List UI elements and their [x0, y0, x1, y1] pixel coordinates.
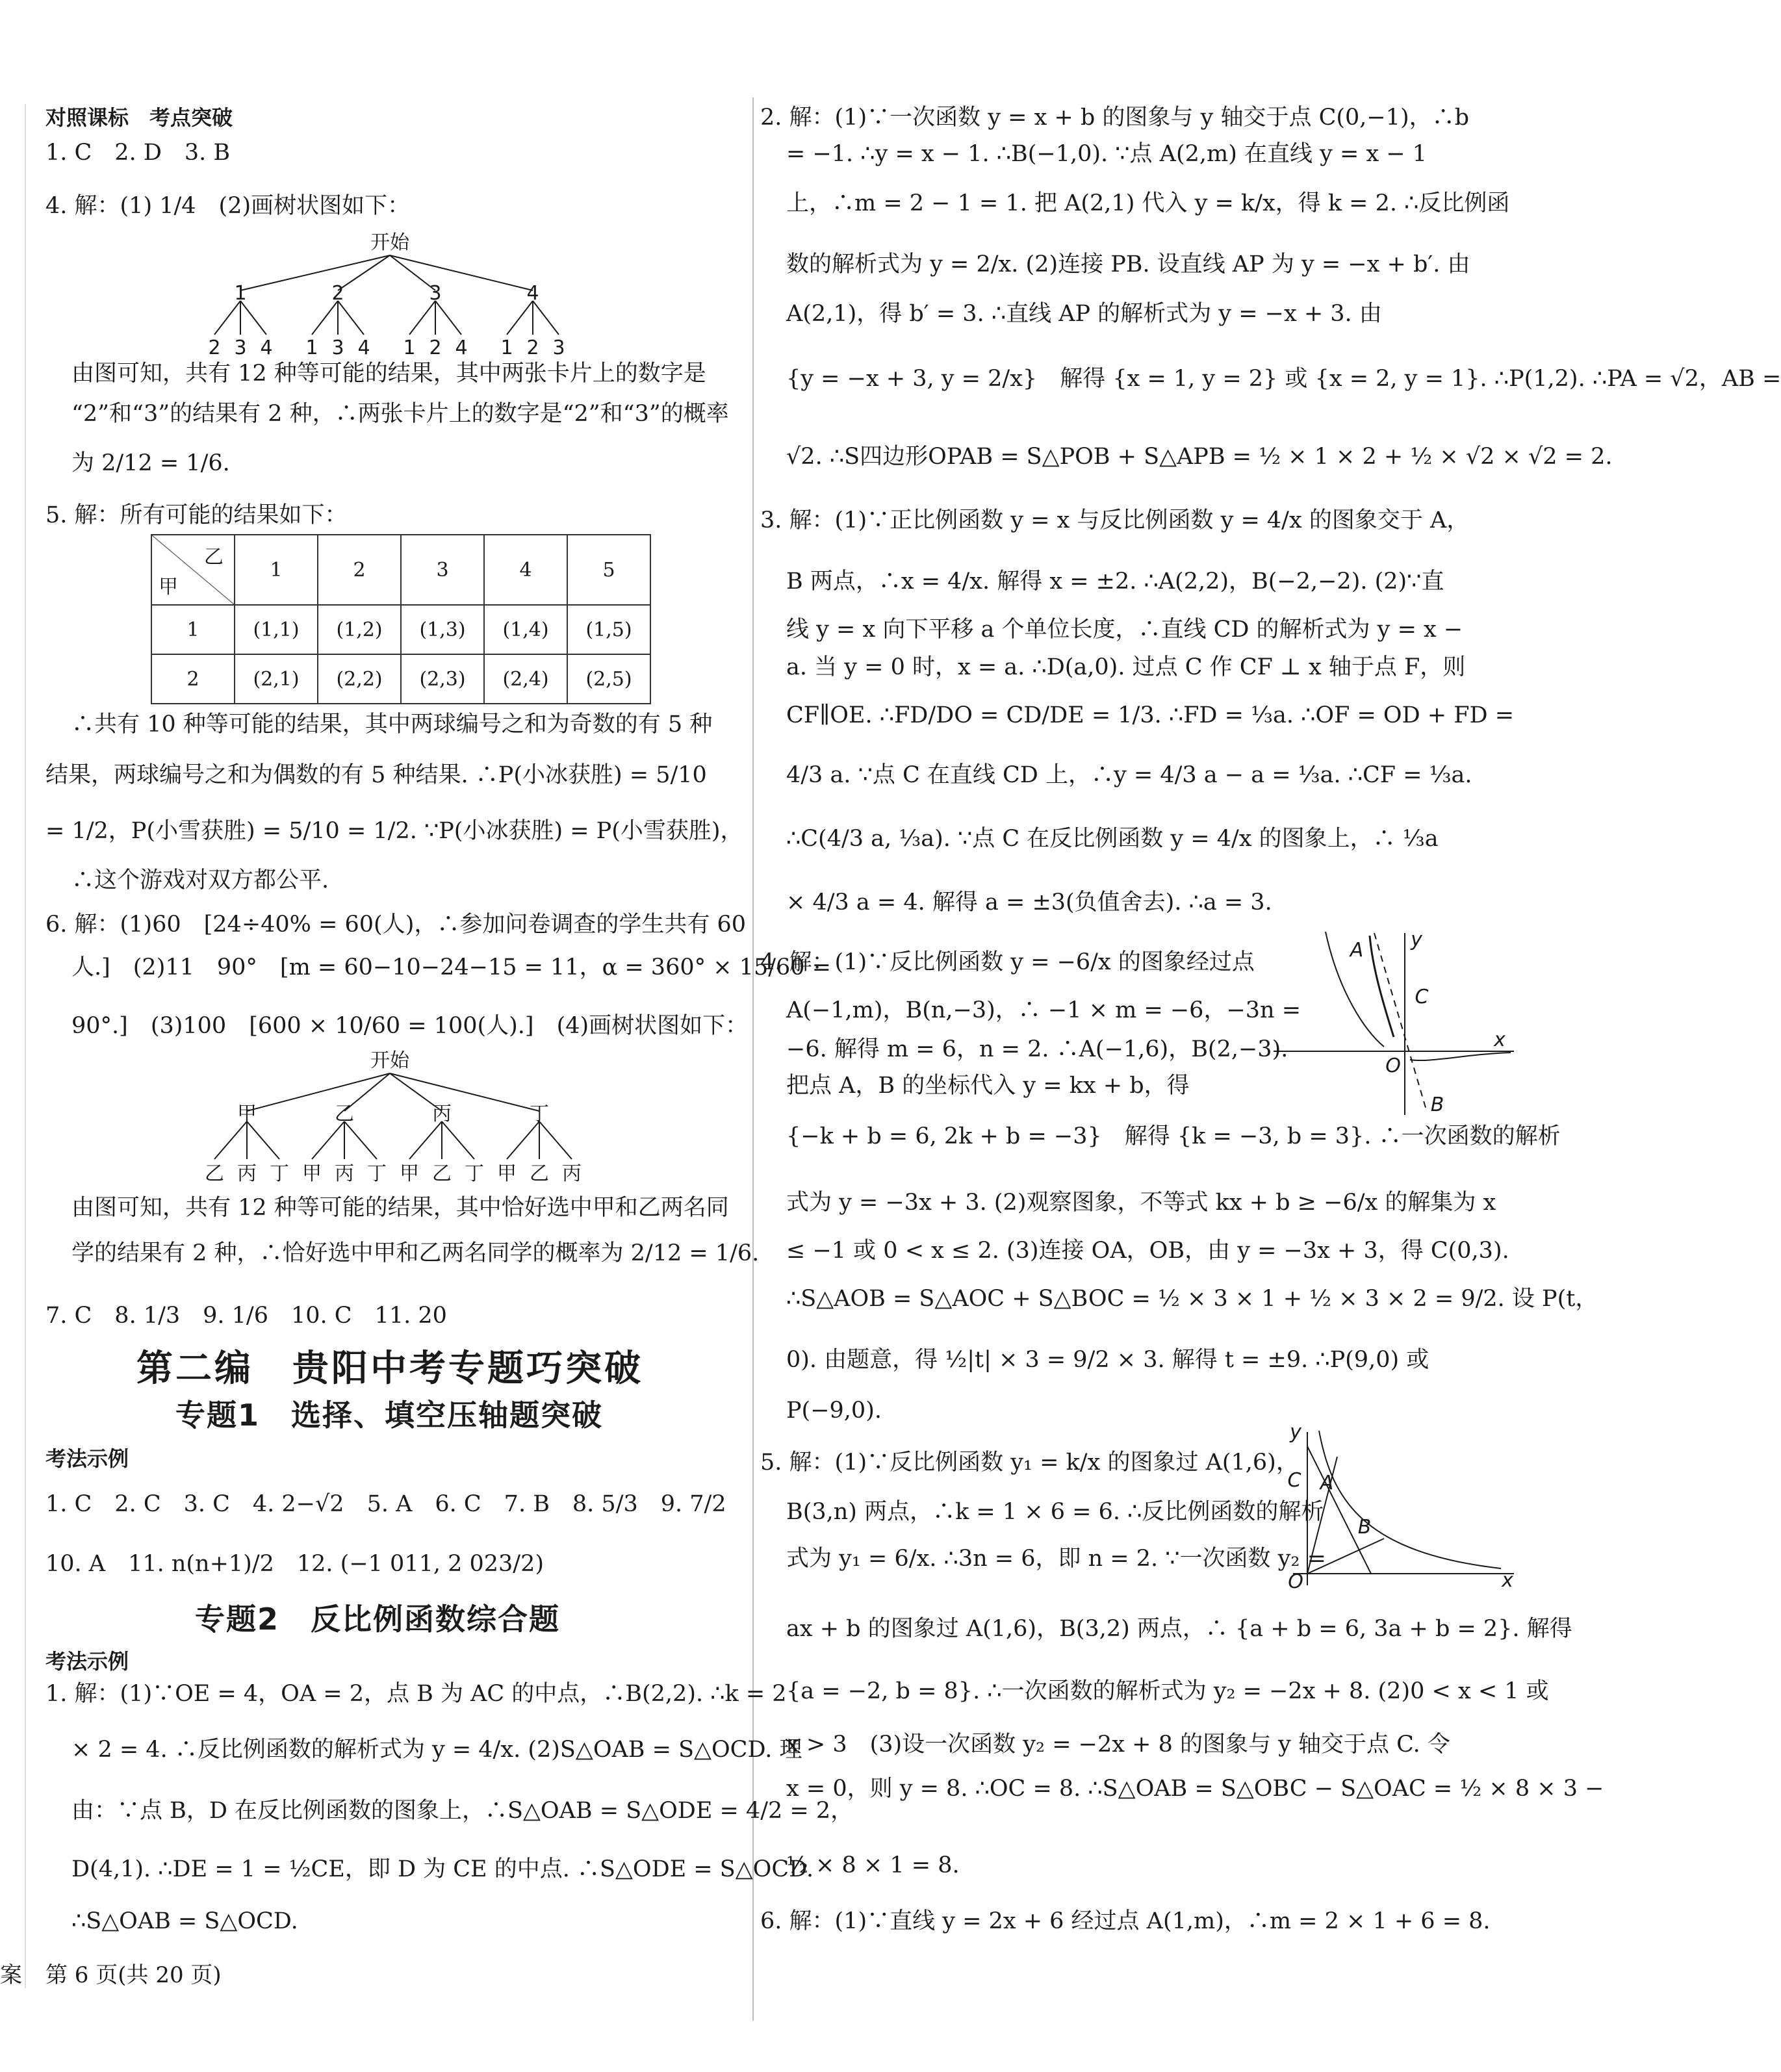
q4-line-1: 4. 解：(1)∵反比例函数 y = −6/x 的图象经过点 [760, 949, 1255, 975]
q3-line-3: 线 y = x 向下平移 a 个单位长度，∴直线 CD 的解析式为 y = x − [786, 617, 1463, 643]
t2-q1-line-3: 由：∵点 B，D 在反比例函数的图象上，∴S△OAB = S△ODE = 4/2 = 2， [71, 1798, 854, 1824]
q6-line-3: 90°.] (3)100 [600 × 10/60 = 100(人).] (4)画树状图如下： [71, 1013, 749, 1039]
q4-line-6: 式为 y = −3x + 3. (2)观察图象，不等式 kx + b ≥ −6/x 的解集为 x [786, 1190, 1496, 1216]
q6-line-1: 6. 解：(1)∵直线 y = 2x + 6 经过点 A(1,m)，∴m = 2 × 1 + 6 = 8. [760, 1908, 1491, 1934]
fig5-label-A: A [1320, 1472, 1334, 1494]
table-cell: (2,1) [235, 654, 318, 704]
q4-line-8: ∴S△AOB = S△AOC + S△BOC = ½ × 3 × 1 + ½ × 3 × 2 = 9/2. 设 P(t， [786, 1286, 1598, 1312]
q3-line-8: × 4/3 a = 4. 解得 a = ±3(负值舍去). ∴a = 3. [786, 889, 1272, 915]
q4-line-9: 0). 由题意，得 ½|t| × 3 = 9/2 × 3. 解得 t = ±9. ∴P(9,0) 或 [786, 1347, 1429, 1373]
t2-q1-line-5: ∴S△OAB = S△OCD. [71, 1908, 298, 1934]
tree2-leaf: 甲 [302, 1162, 322, 1185]
q3-line-5: CF∥OE. ∴FD/DO = CD/DE = 1/3. ∴FD = ⅓a. ∴OF = OD + FD = [786, 702, 1515, 728]
tree2-leaf: 丙 [335, 1162, 354, 1185]
tree-diagram-1 [195, 231, 598, 361]
q2-line-6: {y = −x + 3, y = 2/x} 解得 {x = 1, y = 2} 或 {x = 2, y = 1}. ∴P(1,2). ∴PA = √2，AB = [786, 366, 1781, 392]
col-head: 2 [318, 535, 401, 605]
q5-line-2: ∴共有 10 种等可能的结果，其中两球编号之和为奇数的有 5 种 [71, 711, 713, 737]
tree1-leaf: 2 [429, 337, 442, 359]
tree1-leaf: 2 [526, 337, 539, 359]
tree2-leaf: 丁 [465, 1162, 484, 1185]
part-title: 第二编 贵阳中考专题巧突破 [136, 1348, 643, 1390]
tree1-leaf: 4 [260, 337, 273, 359]
table-corner [151, 535, 235, 605]
t2-q1-line-2: × 2 = 4. ∴反比例函数的解析式为 y = 4/x. (2)S△OAB = S△OCD. 理 [71, 1737, 802, 1763]
t2-q1-line-1: 1. 解：(1)∵OE = 4，OA = 2，点 B 为 AC 的中点，∴B(2,2). ∴k = 2 [45, 1681, 787, 1707]
fig4-label-A: A [1350, 939, 1364, 962]
fig4-label-B: B [1430, 1094, 1444, 1116]
tree2-leaf: 甲 [400, 1162, 419, 1185]
tree1-leaf: 3 [552, 337, 565, 359]
table-cell: (2,3) [401, 654, 484, 704]
outcome-table [151, 534, 651, 704]
q2-line-1: 2. 解：(1)∵一次函数 y = x + b 的图象与 y 轴交于点 C(0,−1)，∴b [760, 105, 1470, 131]
corner-bottom-label: 甲 [159, 576, 178, 598]
table-cell: (2,2) [318, 654, 401, 704]
q5-graph-figure [1280, 1423, 1527, 1592]
q5-line-4: = 1/2，P(小雪获胜) = 5/10 = 1/2. ∵P(小冰获胜) = P(小雪获胜)， [45, 818, 743, 844]
tree1-node: 1 [234, 282, 247, 305]
table-cell: (2,5) [567, 654, 650, 704]
tree2-leaf: 乙 [530, 1162, 549, 1185]
topic1-answers-line-1: 1. C 2. C 3. C 4. 2−√2 5. A 6. C 7. B 8. 5/3 9. 7/2 [45, 1491, 726, 1517]
q4-line-5: {−k + b = 6, 2k + b = −3} 解得 {k = −3, b = 3}. ∴一次函数的解析 [786, 1123, 1561, 1149]
col-head: 3 [401, 535, 484, 605]
q5-line-4: ax + b 的图象过 A(1,6)，B(3,2) 两点，∴ {a + b = 6, 3a + b = 2}. 解得 [786, 1616, 1572, 1642]
topic1-answers-line-2: 10. A 11. n(n+1)/2 12. (−1 011, 2 023/2) [45, 1551, 545, 1577]
tree2-leaf: 丁 [367, 1162, 387, 1185]
tree1-leaf: 2 [208, 337, 221, 359]
q3-line-6: 4/3 a. ∵点 C 在直线 CD 上，∴y = 4/3 a − a = ⅓a. ∴CF = ⅓a. [786, 762, 1472, 788]
tree2-leaf: 甲 [497, 1162, 517, 1185]
table-cell: (2,4) [484, 654, 567, 704]
fig5-label-y: y [1290, 1421, 1301, 1444]
q5-line-5: ∴这个游戏对双方都公平. [71, 867, 329, 893]
tree2-root: 开始 [370, 1049, 409, 1072]
q5-line-5: {a = −2, b = 8}. ∴一次函数的解析式为 y₂ = −2x + 8. (2)0 < x < 1 或 [786, 1678, 1549, 1704]
q2-line-7: √2. ∴S四边形OPAB = S△POB + S△APB = ½ × 1 × 2 + ½ × √2 × √2 = 2. [786, 444, 1613, 470]
table-row [151, 654, 650, 704]
q6-line-5: 学的结果有 2 种，∴恰好选中甲和乙两名同学的概率为 2/12 = 1/6. [71, 1240, 760, 1266]
tree1-leaf: 3 [331, 337, 344, 359]
tree1-leaf: 1 [305, 337, 318, 359]
q4-graph-figure [1261, 927, 1520, 1121]
tree2-leaf: 乙 [205, 1162, 224, 1185]
q5-line-6: x > 3 (3)设一次函数 y₂ = −2x + 8 的图象与 y 轴交于点 C. 令 [786, 1732, 1450, 1758]
tree1-root: 开始 [370, 231, 409, 254]
row-head: 2 [151, 654, 235, 704]
tree2-node: 甲 [237, 1103, 257, 1125]
q4-line-3: −6. 解得 m = 6，n = 2. ∴A(−1,6)，B(2,−3). [786, 1036, 1288, 1062]
tree2-node: 丁 [530, 1103, 549, 1125]
tree2-leaf: 丙 [562, 1162, 582, 1185]
table-cell: (1,3) [401, 605, 484, 654]
t2-q1-line-4: D(4,1). ∴DE = 1 = ½CE，即 D 为 CE 的中点. ∴S△ODE = S△OCD. [71, 1856, 814, 1882]
q4-line-4: 把点 A，B 的坐标代入 y = kx + b，得 [786, 1073, 1190, 1099]
q5-line-2: B(3,n) 两点，∴k = 1 × 6 = 6. ∴反比例函数的解析 [786, 1499, 1324, 1525]
topic1-title: 专题1 选择、填空压轴题突破 [175, 1398, 604, 1433]
row-head: 1 [151, 605, 235, 654]
q6-line-1: 6. 解：(1)60 [24÷40% = 60(人)，∴参加问卷调查的学生共有 60 [45, 912, 747, 938]
tree2-node: 乙 [335, 1103, 354, 1125]
tree1-node: 2 [331, 282, 344, 305]
table-cell: (1,5) [567, 605, 650, 654]
tree1-leaf: 1 [403, 337, 416, 359]
q2-line-4: 数的解析式为 y = 2/x. (2)连接 PB. 设直线 AP 为 y = −x + b′. 由 [786, 251, 1470, 277]
q5-line-7: x = 0，则 y = 8. ∴OC = 8. ∴S△OAB = S△OBC − S△OAC = ½ × 8 × 3 − [786, 1776, 1604, 1802]
q6-line-4: 由图可知，共有 12 种等可能的结果，其中恰好选中甲和乙两名同 [71, 1195, 729, 1221]
fig5-label-x: x [1502, 1569, 1513, 1592]
fig5-label-C: C [1287, 1469, 1301, 1492]
q3-line-4: a. 当 y = 0 时，x = a. ∴D(a,0). 过点 C 作 CF ⊥ x 轴于点 F，则 [786, 654, 1466, 680]
q3-line-1: 3. 解：(1)∵正比例函数 y = x 与反比例函数 y = 4/x 的图象交于 A， [760, 507, 1470, 533]
q4-line-4: 为 2/12 = 1/6. [71, 450, 230, 476]
tree2-node: 丙 [432, 1103, 452, 1125]
table-row [151, 605, 650, 654]
fig5-label-O: O [1288, 1570, 1303, 1593]
table-cell: (1,1) [235, 605, 318, 654]
q5-line-3: 结果，两球编号之和为偶数的有 5 种结果. ∴P(小冰获胜) = 5/10 [45, 762, 707, 788]
col-head: 1 [235, 535, 318, 605]
q4-line-3: “2”和“3”的结果有 2 种，∴两张卡片上的数字是“2”和“3”的概率 [71, 401, 729, 427]
tree2-leaf: 丁 [270, 1162, 289, 1185]
corner-top-label: 乙 [204, 546, 224, 569]
section-heading: 对照课标 考点突破 [45, 105, 233, 130]
q2-line-3: 上，∴m = 2 − 1 = 1. 把 A(2,1) 代入 y = k/x，得 k = 2. ∴反比例函 [786, 190, 1510, 216]
tree2-leaf: 乙 [432, 1162, 452, 1185]
tree1-leaf: 1 [500, 337, 513, 359]
table-cell: (1,4) [484, 605, 567, 654]
col-head: 5 [567, 535, 650, 605]
tree1-leaf: 4 [357, 337, 370, 359]
q5-line-1: 5. 解：所有可能的结果如下： [45, 502, 348, 528]
answers-7-11: 7. C 8. 1/3 9. 1/6 10. C 11. 20 [45, 1303, 447, 1329]
page-number: 第 6 页(共 20 页) [45, 1962, 222, 1988]
tree2-leaf: 丙 [237, 1162, 257, 1185]
left-edge-rule [25, 104, 26, 1988]
q2-line-2: = −1. ∴y = x − 1. ∴B(−1,0). ∵点 A(2,m) 在直线 y = x − 1 [786, 141, 1428, 167]
fig5-label-B: B [1357, 1516, 1372, 1539]
footer-fragment: 案 [0, 1962, 22, 1988]
q3-line-7: ∴C(4/3 a, ⅓a). ∵点 C 在反比例函数 y = 4/x 的图象上，∴ ⅓a [786, 826, 1439, 852]
topic2-title: 专题2 反比例函数综合题 [195, 1602, 561, 1637]
col-head: 4 [484, 535, 567, 605]
tree1-leaf: 4 [455, 337, 468, 359]
fig4-label-C: C [1415, 986, 1429, 1008]
q3-line-2: B 两点，∴x = 4/x. 解得 x = ±2. ∴A(2,2)，B(−2,−2). (2)∵直 [786, 569, 1444, 595]
q4-line-1: 4. 解：(1) 1/4 (2)画树状图如下： [45, 193, 411, 219]
q6-line-2: 人.] (2)11 90° [m = 60−10−24−15 = 11，α = 360° × 15/60 = [71, 954, 831, 980]
tree1-node: 3 [429, 282, 442, 305]
answers-1-3: 1. C 2. D 3. B [45, 140, 231, 166]
q5-line-3: 式为 y₁ = 6/x. ∴3n = 6，即 n = 2. ∵一次函数 y₂ = [786, 1546, 1326, 1572]
fig4-label-x: x [1494, 1029, 1506, 1051]
q5-line-8: ½ × 8 × 1 = 8. [786, 1852, 960, 1878]
q4-line-10: P(−9,0). [786, 1398, 882, 1424]
q5-line-1: 5. 解：(1)∵反比例函数 y₁ = k/x 的图象过 A(1,6)， [760, 1450, 1299, 1476]
q4-line-2: A(−1,m)，B(n,−3)，∴ −1 × m = −6，−3n = [786, 997, 1301, 1023]
q4-line-2: 由图可知，共有 12 种等可能的结果，其中两张卡片上的数字是 [71, 361, 706, 387]
tree1-node: 4 [526, 282, 539, 305]
column-divider [752, 97, 754, 2021]
tree-diagram-2 [195, 1047, 598, 1190]
tree1-leaf: 3 [234, 337, 247, 359]
fig4-label-O: O [1385, 1055, 1401, 1077]
q4-line-7: ≤ −1 或 0 < x ≤ 2. (3)连接 OA，OB，由 y = −3x + 3，得 C(0,3). [786, 1238, 1509, 1264]
q2-line-5: A(2,1)，得 b′ = 3. ∴直线 AP 的解析式为 y = −x + 3. 由 [786, 301, 1382, 327]
fig4-label-y: y [1411, 928, 1422, 951]
method-example-heading-2: 考法示例 [45, 1649, 129, 1674]
table-cell: (1,2) [318, 605, 401, 654]
method-example-heading-1: 考法示例 [45, 1446, 129, 1471]
